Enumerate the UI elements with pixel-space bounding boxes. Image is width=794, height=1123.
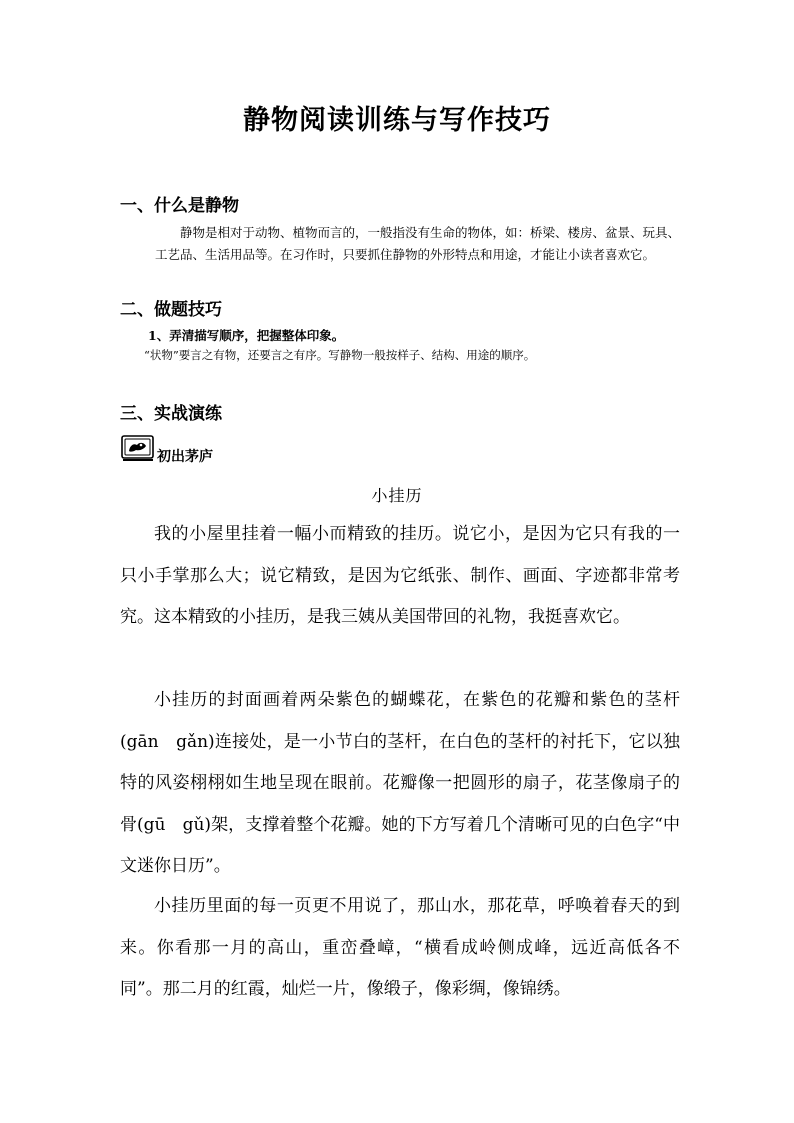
story-title: 小挂历 [371, 486, 423, 505]
section-heading-practice: 三、实战演练 [120, 404, 222, 424]
tip-subheading: 1、弄清描写顺序，把握整体印象。 [148, 328, 345, 343]
story-paragraph: 我的小屋里挂着一幅小而精致的挂历。说它小，是因为它只有我的一只小手掌那么大；说它精致，是因为它纸张、制作、画面、字迹都非常考究。这本精致的小挂历，是我三姨从美国带回的礼物，我挺喜欢它。 [120, 524, 680, 627]
practice-badge-label: 初出茅庐 [157, 449, 213, 465]
section-heading-what-is-still-life: 一、什么是静物 [120, 196, 239, 216]
story-paragraph: 小挂历的封面画着两朵紫色的蝴蝶花，在紫色的花瓣和紫色的茎杆(gān gǎn)连接处，是一小节白的茎杆，在白色的茎杆的衬托下，它以独特的风姿栩栩如生地呈现在眼前。花瓣像一把圆形的扇子，花茎像扇子的骨(gū gǔ)架，支撑着整个花瓣。她的下方写着几个清晰可见的白色字“中文迷你日历”。 [120, 690, 680, 876]
section-body-definition: 静物是相对于动物、植物而言的，一般指没有生命的物体，如：桥梁、楼房、盆景、玩具、工艺品、生活用品等。在习作时，只要抓住静物的外形特点和用途，才能让小读者喜欢它。 [155, 225, 681, 262]
tip-description: “状物”要言之有物，还要言之有序。写静物一般按样子、结构、用途的顺序。 [144, 348, 536, 362]
story-paragraph: 小挂历里面的每一页更不用说了，那山水，那花草，呼唤着春天的到来。你看那一月的高山，重峦叠嶂，“横看成岭侧成峰，远近高低各不同”。那二月的红霞，灿烂一片，像缎子，像彩绸，像锦绣。 [120, 896, 680, 999]
page-title: 静物阅读训练与写作技巧 [243, 105, 551, 136]
practice-badge-icon [120, 433, 156, 463]
section-heading-tips: 二、做题技巧 [120, 300, 222, 320]
